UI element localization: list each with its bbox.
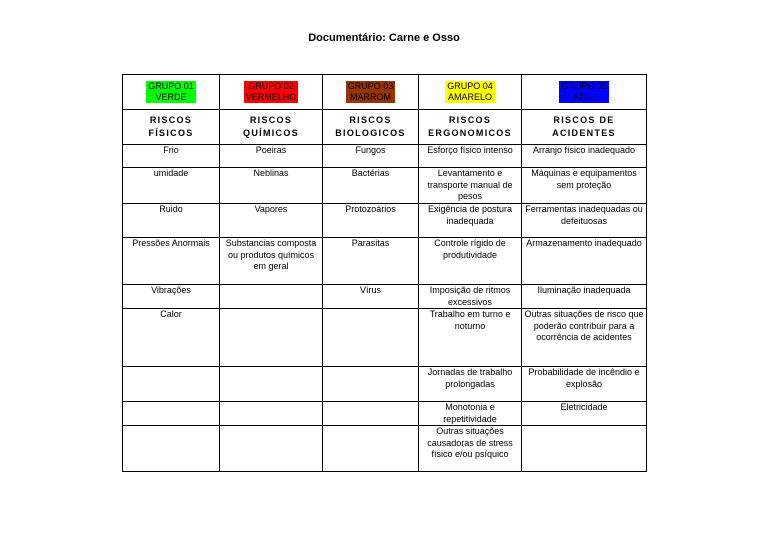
table-cell: Outras situações de risco que poderão contribuir para a ocorrência de acidentes (522, 309, 647, 367)
table-row (123, 309, 647, 367)
table-cell: Calor (123, 309, 220, 367)
table-cell (220, 426, 323, 472)
risk-table (122, 74, 647, 472)
header-riscos-biologicos: RISCOS BIOLOGICOS (323, 110, 419, 145)
table-row (123, 285, 647, 309)
table-cell: Ruido (123, 204, 220, 238)
table-cell: Pressões Anormais (123, 238, 220, 285)
table-cell: Protozoários (323, 204, 419, 238)
header-riscos-acidentes: RISCOS DE ACIDENTES (522, 110, 647, 145)
group-cell-blue (522, 75, 647, 110)
table-row (123, 367, 647, 402)
table-cell: Frio (123, 145, 220, 168)
table-cell: Esforço físico intenso (419, 145, 522, 168)
table-cell: umidade (123, 168, 220, 204)
header-riscos-ergonomicos: RISCOS ERGONOMICOS (419, 110, 522, 145)
table-cell (323, 309, 419, 367)
table-cell: Monotonia e repetitividade (419, 402, 522, 426)
table-cell: Máquinas e equipamentos sem proteção (522, 168, 647, 204)
table-cell: Poeiras (220, 145, 323, 168)
table-row (123, 402, 647, 426)
table-cell: Outras situações causadoras de stress físico e/ou psíquico (419, 426, 522, 472)
table-cell: Jornadas de trabalho prolongadas (419, 367, 522, 402)
table-cell: Vapores (220, 204, 323, 238)
table-cell: Levantamento e transporte manual de pesos (419, 168, 522, 204)
table-cell: Vírus (323, 285, 419, 309)
table-cell: Vibrações (123, 285, 220, 309)
header-riscos-fisicos: RISCOS FÍSICOS (123, 110, 220, 145)
table-cell (123, 426, 220, 472)
group-label-green: GRUPO 01 VERDE (148, 80, 194, 102)
table-cell: Probabilidade de incêndio e explosão (522, 367, 647, 402)
table-cell: Imposição de ritmos excessivos (419, 285, 522, 309)
group-label-blue: GRUPO 05 AZUL (561, 80, 607, 102)
table-cell: Trabalho em turno e noturno (419, 309, 522, 367)
group-cell-green (123, 75, 220, 110)
table-cell (123, 367, 220, 402)
table-cell: Parasitas (323, 238, 419, 285)
table-cell: Exigência de postura inadequada (419, 204, 522, 238)
table-cell: Substancias composta ou produtos químicos em geral (220, 238, 323, 285)
table-cell (220, 402, 323, 426)
table-row (123, 204, 647, 238)
table-cell (522, 426, 647, 472)
document-title: Documentário: Carne e Osso (308, 32, 460, 44)
group-label-brown: GRUPO 03 MARROM (347, 80, 394, 102)
group-cell-brown (323, 75, 419, 110)
header-riscos-quimicos: RISCOS QUÍMICOS (220, 110, 323, 145)
group-label-red: GRUPO 02 VERMELHO (245, 80, 297, 102)
table-cell (323, 402, 419, 426)
group-cell-red (220, 75, 323, 110)
table-cell (123, 402, 220, 426)
table-cell: Iluminação inadequada (522, 285, 647, 309)
group-label-yellow: GRUPO 04 AMARELO (447, 80, 493, 102)
table-cell (220, 367, 323, 402)
table-row (123, 238, 647, 285)
table-cell: Armazenamento inadequado (522, 238, 647, 285)
table-cell (220, 285, 323, 309)
header-row (123, 110, 647, 145)
table-row (123, 145, 647, 168)
group-cell-yellow (419, 75, 522, 110)
table-cell: Bactérias (323, 168, 419, 204)
table-cell: Neblinas (220, 168, 323, 204)
table-cell (323, 426, 419, 472)
table-cell: Controle rígido de produtividade (419, 238, 522, 285)
table-cell: Fungos (323, 145, 419, 168)
table-row (123, 168, 647, 204)
group-row (123, 75, 647, 110)
table-cell (323, 367, 419, 402)
table-cell: Ferramentas inadequadas ou defeituosas (522, 204, 647, 238)
table-row (123, 426, 647, 472)
table-cell (220, 309, 323, 367)
table-cell: Eletricidade (522, 402, 647, 426)
table-cell: Arranjo físico inadequado (522, 145, 647, 168)
